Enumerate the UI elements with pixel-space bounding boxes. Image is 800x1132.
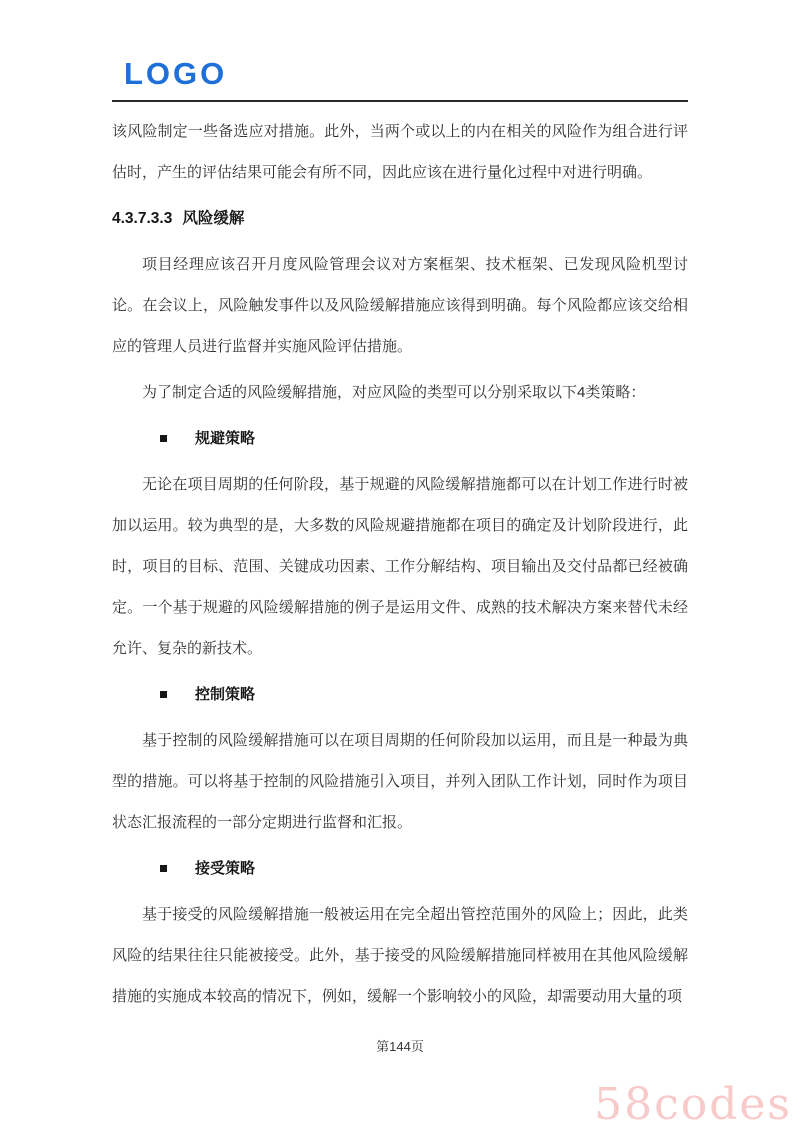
bullet-accept-strategy	[112, 848, 688, 889]
paragraph-control-strategy: 基于控制的风险缓解措施可以在项目周期的任何阶段加以运用，而且是一种最为典型的措施。可以将基于控制的风险措施引入项目，并列入团队工作计划，同时作为项目状态汇报流程的一部分定期进行监督和汇报。	[112, 732, 688, 831]
paragraph-strategy-intro: 为了制定合适的风险缓解措施，对应风险的类型可以分别采取以下4类策略：	[142, 384, 646, 401]
header-divider-line	[112, 100, 688, 102]
bullet-avoid-strategy-label: 规避策略	[195, 430, 256, 447]
watermark-text: 58codes	[594, 1079, 792, 1130]
paragraph-accept-strategy: 基于接受的风险缓解措施一般被运用在完全超出管控范围外的风险上；因此，此类风险的结果往往只能被接受。此外，基于接受的风险缓解措施同样被用在其他风险缓解措施的实施成本较高的情况下，例如，缓解一个影响较小的风险，却需要动用大量的项	[112, 906, 688, 1005]
intro-paragraph: 该风险制定一些备选应对措施。此外，当两个或以上的内在相关的风险作为组合进行评估时，产生的评估结果可能会有所不同，因此应该在进行量化过程中对进行明确。	[112, 123, 688, 181]
bullet-square-icon	[160, 865, 167, 872]
paragraph-avoid-strategy: 无论在项目周期的任何阶段，基于规避的风险缓解措施都可以在计划工作进行时被加以运用。较为典型的是，大多数的风险规避措施都在项目的确定及计划阶段进行，此时，项目的目标、范围、关键成功因素、工作分解结构、项目输出及交付品都已经被确定。一个基于规避的风险缓解措施的例子是运用文件、成熟的技术解决方案来替代未经允许、复杂的新技术。	[112, 476, 688, 657]
section-title: 风险缓解	[182, 210, 245, 227]
section-heading	[112, 198, 688, 239]
bullet-control-strategy	[112, 674, 688, 715]
section-number: 4.3.7.3.3	[112, 210, 173, 227]
bullet-square-icon	[160, 691, 167, 698]
bullet-avoid-strategy	[112, 418, 688, 459]
bullet-control-strategy-label: 控制策略	[195, 686, 256, 703]
company-logo: LOGO	[124, 56, 228, 91]
page-number: 第144页	[376, 1039, 424, 1054]
paragraph-risk-meeting: 项目经理应该召开月度风险管理会议对方案框架、技术框架、已发现风险机型讨论。在会议上，风险触发事件以及风险缓解措施应该得到明确。每个风险都应该交给相应的管理人员进行监督并实施风险评估措施。	[112, 256, 688, 355]
bullet-square-icon	[160, 435, 167, 442]
bullet-accept-strategy-label: 接受策略	[195, 860, 256, 877]
document-body	[112, 111, 688, 1022]
